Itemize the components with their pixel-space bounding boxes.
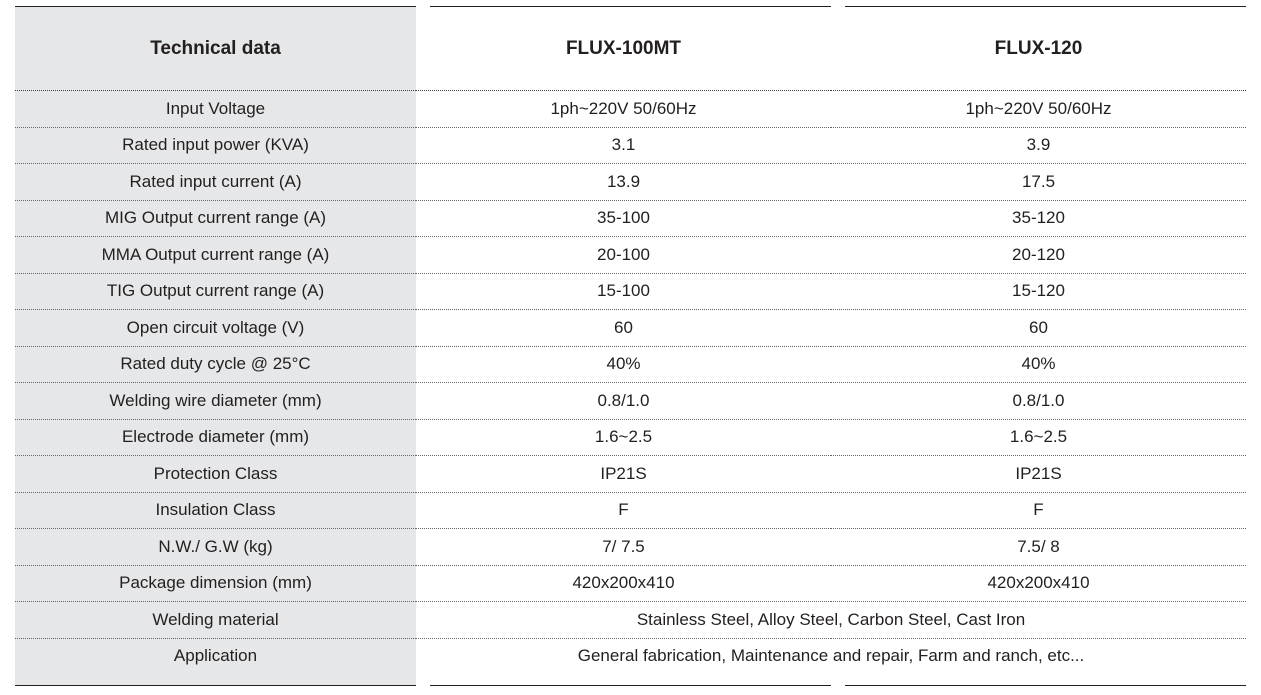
table-row (15, 164, 1246, 201)
row-label: Protection Class (15, 456, 416, 493)
row-value-a: 15-100 (416, 273, 831, 310)
row-label: Open circuit voltage (V) (15, 310, 416, 347)
table-row (15, 419, 1246, 456)
table-row (15, 273, 1246, 310)
row-label: Rated duty cycle @ 25°C (15, 346, 416, 383)
header-row (15, 7, 1246, 91)
row-value-b: 17.5 (831, 164, 1246, 201)
table-row (15, 346, 1246, 383)
row-value-b: 0.8/1.0 (831, 383, 1246, 420)
row-value-shared: Stainless Steel, Alloy Steel, Carbon Steel, Cast Iron (416, 602, 1246, 639)
table-row (15, 565, 1246, 602)
table-row (15, 310, 1246, 347)
row-value-a: 420x200x410 (416, 565, 831, 602)
header-model-a: FLUX-100MT (416, 7, 831, 91)
row-value-b: F (831, 492, 1246, 529)
table-row (15, 383, 1246, 420)
row-value-b: 40% (831, 346, 1246, 383)
row-value-shared: General fabrication, Maintenance and repair, Farm and ranch, etc... (577, 646, 1085, 666)
row-value-a: 1ph~220V 50/60Hz (416, 91, 831, 128)
table-row-span (15, 638, 1246, 674)
table-row (15, 91, 1246, 128)
row-value-b: 3.9 (831, 127, 1246, 164)
row-label: Insulation Class (15, 492, 416, 529)
row-label: Input Voltage (15, 91, 416, 128)
table-row (15, 127, 1246, 164)
row-value-a: 7/ 7.5 (416, 529, 831, 566)
row-value-b: 15-120 (831, 273, 1246, 310)
row-value-a: 35-100 (416, 200, 831, 237)
table-row (15, 529, 1246, 566)
header-model-b: FLUX-120 (831, 7, 1246, 91)
row-label: Electrode diameter (mm) (15, 419, 416, 456)
row-value-a: 20-100 (416, 237, 831, 274)
table-row-span (15, 602, 1246, 639)
row-value-b: 20-120 (831, 237, 1246, 274)
row-label: N.W./ G.W (kg) (15, 529, 416, 566)
row-label: Rated input current (A) (15, 164, 416, 201)
row-value-a: F (416, 492, 831, 529)
row-label: TIG Output current range (A) (15, 273, 416, 310)
row-value-b: 1ph~220V 50/60Hz (831, 91, 1246, 128)
row-value-a: 40% (416, 346, 831, 383)
row-value-a: 60 (416, 310, 831, 347)
table-row (15, 456, 1246, 493)
row-value-b: IP21S (831, 456, 1246, 493)
row-label: Welding material (15, 602, 416, 639)
row-value-b: 1.6~2.5 (831, 419, 1246, 456)
row-label: MMA Output current range (A) (15, 237, 416, 274)
table-row (15, 492, 1246, 529)
row-value-a: 3.1 (416, 127, 831, 164)
row-label: Welding wire diameter (mm) (15, 383, 416, 420)
row-value-a: 13.9 (416, 164, 831, 201)
spec-table (15, 7, 1246, 674)
row-label: MIG Output current range (A) (15, 200, 416, 237)
row-value-a: IP21S (416, 456, 831, 493)
row-label: Application (173, 646, 258, 666)
row-value-b: 35-120 (831, 200, 1246, 237)
table-row (15, 200, 1246, 237)
header-technical-data: Technical data (15, 7, 416, 91)
technical-data-sheet (15, 6, 1246, 686)
row-label: Package dimension (mm) (15, 565, 416, 602)
bottom-rule-model-a (430, 685, 831, 686)
row-value-a: 0.8/1.0 (416, 383, 831, 420)
bottom-rule-model-b (845, 685, 1246, 686)
row-label: Rated input power (KVA) (15, 127, 416, 164)
row-value-b: 420x200x410 (831, 565, 1246, 602)
row-value-a: 1.6~2.5 (416, 419, 831, 456)
table-row (15, 237, 1246, 274)
row-value-b: 60 (831, 310, 1246, 347)
row-value-b: 7.5/ 8 (831, 529, 1246, 566)
bottom-rule-label (15, 685, 416, 686)
